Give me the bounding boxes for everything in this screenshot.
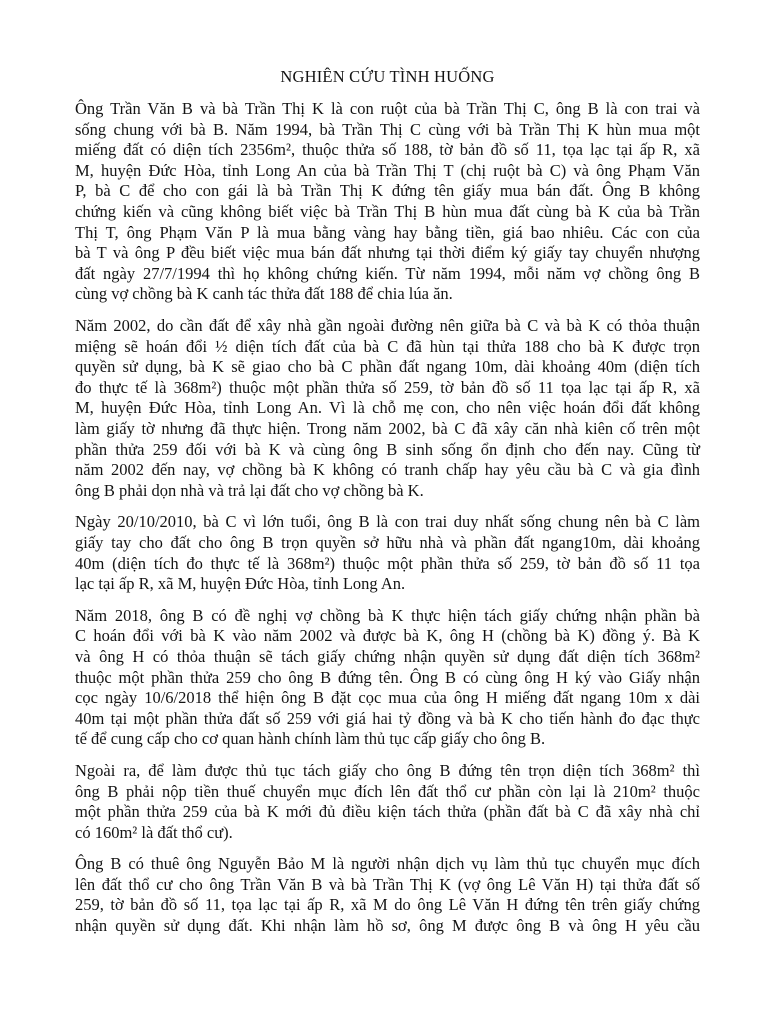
text-line: đo thực tế là 368m²) thuộc một phần thửa số 259, tờ bản đồ số 11 tọa lạc tại ấp R, xã: [75, 377, 700, 397]
text-line: Ông Trần Văn B và bà Trần Thị K là con ruột của bà Trần Thị C, ông B là con trai và: [75, 99, 700, 119]
text-line: miếng đất có diện tích 2356m², thuộc thửa số 188, tờ bản đồ số 11, tọa lạc tại ấp R, xã: [75, 140, 700, 160]
paragraph: [75, 99, 700, 305]
paragraph: [75, 316, 700, 501]
text-line: 40m (diện tích đo thực tế là 368m²) thuộc một phần thửa số 259, tờ bản đồ số 11 tọa: [75, 553, 700, 573]
text-line: có 160m² là đất thổ cư).: [75, 822, 233, 842]
text-line: phần thửa 259 đối với bà K và cùng ông B sinh sống ổn định cho đến nay. Cũng từ: [75, 439, 700, 459]
text-line: làm giấy tờ nhưng đã thực hiện. Trong năm 2002, bà C đã xây căn nhà kiên cố trên một: [75, 419, 700, 438]
text-line: 40m tại một phần thửa đất số 259 với giá hai tỷ đồng và bà K cho tiến hành đo đạc thực: [75, 708, 700, 728]
paragraph: [75, 606, 700, 750]
text-line: miệng sẽ hoán đổi ½ diện tích đất của bà C đã hùn tại thửa 188 cho bà K được trọn: [75, 336, 700, 356]
text-line: 259, tờ bản đồ số 11, tọa lạc tại ấp R, xã M do ông Lê Văn H đứng tên trên giấy chứng: [75, 895, 700, 915]
text-line: giấy tay cho đất cho ông B trọn quyền sở hữu nhà và phần đất ngang10m, dài khoảng: [75, 532, 700, 552]
text-line: một phần thửa 259 của bà K mới đủ điều kiện tách thửa (phần đất bà C đã xây nhà chỉ: [75, 802, 700, 822]
text-line: cùng vợ chồng bà K canh tác thửa đất 188 để chia lúa ăn.: [75, 284, 453, 304]
text-line: và ông H có thỏa thuận sẽ tách giấy chứng nhận quyền sử dụng đất diện tích 368m²: [75, 646, 700, 666]
text-line: Ông B có thuê ông Nguyễn Bảo M là người nhận dịch vụ làm thủ tục chuyển mục đích: [75, 854, 700, 874]
text-line: tế để cung cấp cho cơ quan hành chính làm thủ tục cấp giấy cho ông B.: [75, 729, 546, 749]
text-line: lạc tại ấp R, xã M, huyện Đức Hòa, tỉnh Long An.: [75, 574, 406, 594]
text-line: P, bà C để cho con gái là bà Trần Thị K đứng tên giấy mua bán đất. Ông B không: [75, 181, 700, 201]
text-line: Năm 2018, ông B có đề nghị vợ chồng bà K thực hiện tách giấy chứng nhận phần bà: [75, 605, 700, 625]
text-line: nhận quyền sử dụng đất. Khi nhận làm hồ sơ, ông M được ông B và ông H yêu cầu: [75, 916, 700, 936]
document-body: [75, 67, 700, 948]
text-line: ông B phải nộp tiền thuế chuyển mục đích lên đất thổ cư phần còn lại là 210m² thuộc: [75, 781, 700, 801]
text-line: M, huyện Đức Hòa, tỉnh Long An. Vì là chỗ mẹ con, cho nên việc hoán đổi đất không: [75, 398, 700, 418]
text-line: lên đất thổ cư cho ông Trần Văn B và bà Trần Thị K (vợ ông Lê Văn H) tại thửa đất số: [75, 874, 700, 894]
paragraph: [75, 512, 700, 594]
text-line: Năm 2002, do cần đất để xây nhà gần ngoài đường nên giữa bà C và bà K có thỏa thuận: [75, 316, 700, 336]
text-line: Ngoài ra, để làm được thủ tục tách giấy cho ông B đứng tên trọn diện tích 368m² thì: [75, 760, 700, 780]
text-line: cọc ngày 10/6/2018 thể hiện ông B đặt cọc mua của ông H miếng đất ngang 10m x dài: [75, 688, 700, 708]
text-line: năm 2002 đến nay, vợ chồng bà K không có tranh chấp hay yêu cầu bà C và gia đình: [75, 460, 700, 480]
text-line: Ngày 20/10/2010, bà C vì lớn tuổi, ông B là con trai duy nhất sống chung nên bà C làm: [75, 512, 700, 532]
document-title: NGHIÊN CỨU TÌNH HUỐNG: [280, 67, 495, 86]
text-line: thuộc một phần thửa 259 cho ông B đứng tên. Ông B có cùng ông H ký vào Giấy nhận: [75, 667, 700, 687]
text-line: Thị T, ông Phạm Văn P là mua bằng vàng hay bằng tiền, giá bao nhiêu. Các con của: [75, 222, 700, 242]
text-line: C hoán đổi với bà K vào năm 2002 và được bà K, ông H (chồng bà K) đồng ý. Bà K: [75, 626, 700, 646]
text-line: đất ngày 27/7/1994 thì họ không chứng kiến. Từ năm 1994, mỗi năm vợ chồng ông B: [75, 263, 700, 283]
text-line: chứng kiến và cũng không biết việc bà Trần Thị B hùn mua đất cùng bà K của bà Trần: [75, 202, 700, 222]
text-line: sống chung với bà B. Năm 1994, bà Trần Thị C cùng với bà Trần Thị K hùn mua một: [75, 119, 700, 139]
paragraph: [75, 854, 700, 936]
text-line: bà T và ông P đều biết việc mua bán đất nhưng tại thời điểm ký giấy tay chuyển nhượng: [75, 243, 700, 263]
text-line: M, huyện Đức Hòa, tỉnh Long An của bà Trần Thị T (chị ruột bà C) và ông Phạm Văn: [75, 160, 700, 180]
text-line: quyền sử dụng, bà K sẽ giao cho bà C phần đất ngang 10m, dài khoảng 40m (diện tích: [75, 357, 700, 377]
paragraph: [75, 761, 700, 843]
text-line: ông B phải dọn nhà và trả lại đất cho vợ chồng bà K.: [75, 480, 424, 500]
